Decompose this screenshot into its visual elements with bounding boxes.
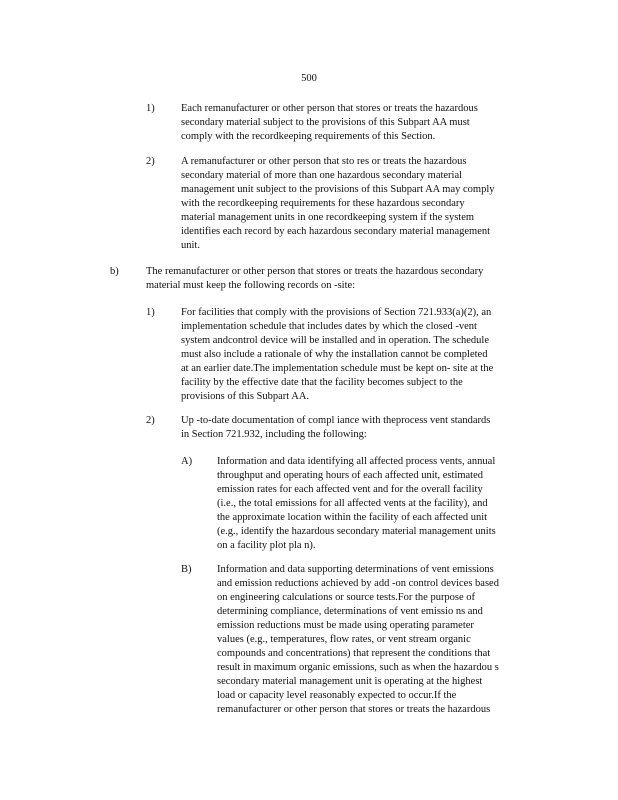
item-label: A) (181, 456, 193, 467)
text-line: system andcontrol device will be installed and in operation. The schedule (181, 335, 490, 346)
text-line: determining compliance, determinations of vent emissio ns and (217, 606, 483, 617)
text-line: with the recordkeeping requirements for these hazardous secondary (181, 198, 465, 209)
text-line: remanufacturer or other person that stores or treats the hazardous (217, 704, 491, 715)
text-line: Up -to-date documentation of compl iance with theprocess vent standards (181, 415, 491, 426)
text-line: provisions of this Subpart AA. (181, 391, 310, 402)
text-line: secondary material of more than one hazardous secondary material (181, 170, 463, 181)
text-line: Each remanufacturer or other person that stores or treats the hazardous (181, 103, 478, 114)
item-label: 1) (146, 307, 155, 318)
text-line: values (e.g., temperatures, flow rates, or vent stream organic (217, 634, 471, 645)
text-line: material must keep the following records on -site: (146, 280, 356, 291)
text-line: A remanufacturer or other person that sto res or treats the hazardous (181, 156, 467, 167)
text-line: For facilities that comply with the provisions of Section 721.933(a)(2), an (181, 307, 492, 318)
text-line: on engineering calculations or source tests.For the purpose of (217, 592, 476, 603)
text-line: on a facility plot pla n). (217, 540, 316, 551)
paragraph (217, 455, 537, 553)
item-label: 2) (146, 156, 155, 167)
text-line: identifies each record by each hazardous secondary material management (181, 226, 491, 237)
paragraph (217, 563, 537, 717)
text-line: material management units in one recordkeeping system if the system (181, 212, 475, 223)
text-line: secondary material subject to the provisions of this Subpart AA must (181, 117, 470, 128)
text-line: The remanufacturer or other person that stores or treats the hazardous secondary (146, 266, 484, 277)
text-line: unit. (181, 240, 200, 251)
text-line: Information and data identifying all affected process vents, annual (217, 456, 496, 467)
item-label: B) (181, 564, 192, 575)
text-line: secondary material management unit is operating at the highest (217, 676, 483, 687)
paragraph (181, 102, 510, 144)
paragraph (181, 414, 526, 442)
text-line: result in maximum organic emissions, such as when the hazardou s (217, 662, 499, 673)
text-line: must also include a rationale of why the installation cannot be completed (181, 349, 488, 360)
paragraph (146, 265, 524, 293)
text-line: emission rates for each affected vent and for the overall facility (217, 484, 483, 495)
text-line: comply with the recordkeeping requirements of this Section. (181, 131, 436, 142)
item-label: 2) (146, 415, 155, 426)
text-line: emission reductions must be made using operating parameter (217, 620, 474, 631)
text-line: Information and data supporting determinations of vent emissions (217, 564, 494, 575)
item-label: 1) (146, 103, 155, 114)
paragraph (181, 155, 536, 253)
text-line: implementation schedule that includes dates by which the closed -vent (181, 321, 477, 332)
text-line: (e.g., identify the hazardous secondary material management units (217, 526, 496, 537)
text-line: and emission reductions achieved by add -on control devices based (217, 578, 499, 589)
text-line: load or capacity level reasonably expected to occur.If the (217, 690, 457, 701)
text-line: facility by the effective date that the facility becomes subject to the (181, 377, 463, 388)
paragraph (181, 306, 541, 404)
text-line: (i.e., the total emissions for all affected vents at the facility), and (217, 498, 488, 509)
item-label: b) (110, 266, 119, 277)
text-line: throughput and operating hours of each affected unit, estimated (217, 470, 484, 481)
text-line: compounds and concentrations) that represent the conditions that (217, 648, 491, 659)
text-line: management unit subject to the provisions of this Subpart AA may comply (181, 184, 495, 195)
text-line: the approximate location within the facility of each affected unit (217, 512, 488, 523)
page-number: 500 (301, 73, 317, 84)
text-line: in Section 721.932, including the following: (181, 429, 367, 440)
text-line: at an earlier date.The implementation schedule must be kept on- site at the (181, 363, 494, 374)
